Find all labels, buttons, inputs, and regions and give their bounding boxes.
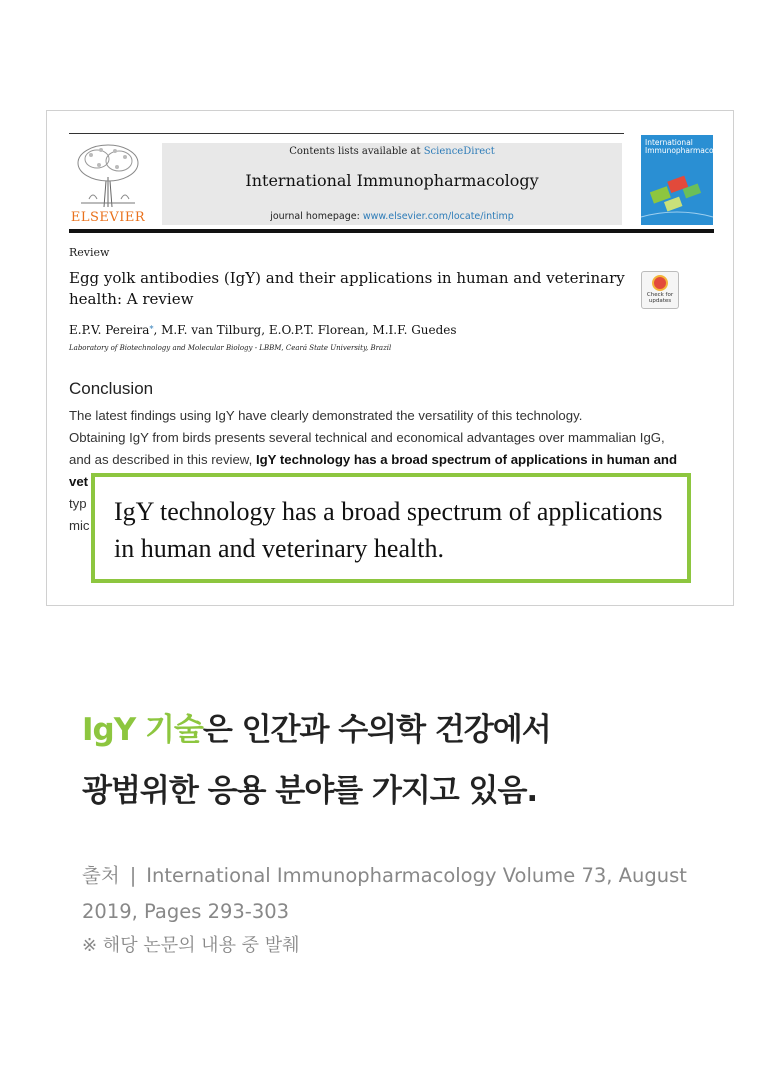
conclusion-emphasis: vet [69,474,89,489]
journal-masthead [162,143,622,225]
other-authors: , M.F. van Tilburg, E.O.P.T. Florean, M.I.F. Guedes [153,323,457,337]
first-author[interactable]: E.P.V. Pereira [69,323,150,337]
article-type: Review [69,246,110,259]
contents-line [162,143,622,161]
article-title: Egg yolk antibodies (IgY) and their applications in human and veterinary health: A review [69,269,625,308]
korean-headline [82,700,742,822]
corresponding-author-mark[interactable]: ⁎ [149,322,154,331]
excerpt-note: ※ 해당 논문의 내용 중 발췌 [82,935,300,956]
check-updates-icon [652,275,668,291]
article-screenshot [46,110,734,606]
publisher-name: ELSEVIER [70,210,146,225]
journal-cover [641,135,730,225]
cover-title: International Immunopharmacology [645,138,730,155]
conclusion-line [69,449,709,471]
source-citation [82,858,742,930]
journal-homepage [162,211,622,222]
elsevier-tree-icon [69,141,147,209]
author-affiliation: Laboratory of Biotechnology and Molecular Biology - LBBM, Ceará State University, Brazil [69,344,392,352]
conclusion-emphasis: IgY technology has a broad spectrum of applications in human and [255,452,678,467]
masthead-rule [69,229,714,233]
source-label: 출처 [82,864,120,887]
homepage-link[interactable]: www.elsevier.com/locate/intimp [362,211,514,222]
conclusion-line: The latest findings using IgY have clearly demonstrated the versatility of this technology. [69,408,583,423]
check-for-updates-button[interactable] [641,271,679,309]
author-list [69,322,457,337]
callout-text: IgY technology has a broad spectrum of applications in human and veterinary health. [114,497,663,563]
journal-name: International Immunopharmacology [245,171,539,190]
conclusion-plain: and as described in this review, [69,452,256,467]
conclusion-line: Obtaining IgY from birds presents several technical and economical advantages over mammalian IgG, [69,430,665,445]
headline-line-2: 광범위한 응용 분야를 가지고 있음. [82,773,538,809]
conclusion-line: mic [69,518,90,533]
source-text: International Immunopharmacology Volume 73, August 2019, Pages 293-303 [82,864,687,923]
check-updates-label: Check for updates [646,292,674,304]
cover-art-icon [641,161,713,225]
header-rule [69,133,624,134]
elsevier-logo [69,141,147,225]
headline-rest: 은 인간과 수의학 건강에서 [202,712,551,748]
headline-accent: IgY 기술 [82,712,203,748]
conclusion-line: typ [69,496,87,511]
sciencedirect-link[interactable]: ScienceDirect [423,146,495,157]
headline-line-1 [82,700,742,761]
conclusion-heading: Conclusion [69,379,154,398]
homepage-prefix: journal homepage: [270,211,360,222]
source-separator: | [129,864,137,887]
contents-prefix: Contents lists available at [289,146,421,157]
highlight-callout [91,473,691,583]
